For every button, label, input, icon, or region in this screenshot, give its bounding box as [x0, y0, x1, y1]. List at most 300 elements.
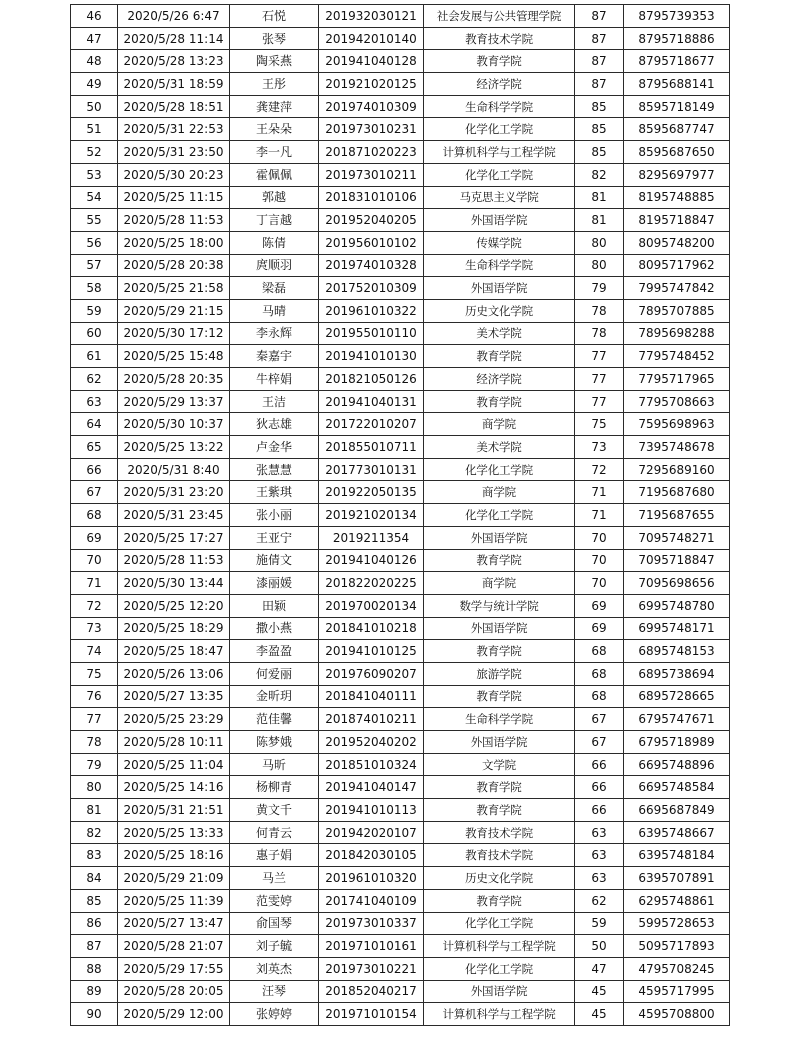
name-cell: 黄文千 [230, 799, 319, 822]
score-cell: 72 [575, 458, 624, 481]
name-cell: 刘子毓 [230, 935, 319, 958]
timestamp-cell: 2020/5/28 10:11 [118, 731, 230, 754]
timestamp-cell: 2020/5/30 20:23 [118, 163, 230, 186]
code-cell: 8795688141 [624, 73, 730, 96]
row-number-cell: 78 [71, 731, 118, 754]
table-row [71, 345, 730, 368]
code-cell: 6395748184 [624, 844, 730, 867]
table-row [71, 640, 730, 663]
department-cell: 教育学院 [424, 345, 575, 368]
name-cell: 李一凡 [230, 141, 319, 164]
student-id-cell: 201942010140 [319, 27, 424, 50]
row-number-cell: 64 [71, 413, 118, 436]
name-cell: 郭越 [230, 186, 319, 209]
department-cell: 外国语学院 [424, 277, 575, 300]
name-cell: 施倩文 [230, 549, 319, 572]
code-cell: 6395707891 [624, 867, 730, 890]
student-id-cell: 201955010110 [319, 322, 424, 345]
score-cell: 68 [575, 685, 624, 708]
score-cell: 75 [575, 413, 624, 436]
timestamp-cell: 2020/5/27 13:35 [118, 685, 230, 708]
table-row [71, 436, 730, 459]
student-id-cell: 201961010322 [319, 299, 424, 322]
score-cell: 77 [575, 345, 624, 368]
student-id-cell: 201855010711 [319, 436, 424, 459]
row-number-cell: 58 [71, 277, 118, 300]
score-cell: 71 [575, 481, 624, 504]
student-id-cell: 201952040205 [319, 209, 424, 232]
row-number-cell: 83 [71, 844, 118, 867]
table-row [71, 980, 730, 1003]
name-cell: 何爱丽 [230, 662, 319, 685]
name-cell: 陈倩 [230, 231, 319, 254]
student-id-cell: 201921020125 [319, 73, 424, 96]
table-row [71, 95, 730, 118]
student-id-cell: 201941010130 [319, 345, 424, 368]
timestamp-cell: 2020/5/25 15:48 [118, 345, 230, 368]
table-row [71, 368, 730, 391]
name-cell: 范佳馨 [230, 708, 319, 731]
code-cell: 4595717995 [624, 980, 730, 1003]
timestamp-cell: 2020/5/26 6:47 [118, 5, 230, 28]
student-id-cell: 201971010161 [319, 935, 424, 958]
table-row [71, 549, 730, 572]
code-cell: 8795718886 [624, 27, 730, 50]
student-id-cell: 201941040147 [319, 776, 424, 799]
student-id-cell: 201773010131 [319, 458, 424, 481]
student-id-cell: 201722010207 [319, 413, 424, 436]
student-id-cell: 201922050135 [319, 481, 424, 504]
table-row [71, 753, 730, 776]
name-cell: 秦嘉宇 [230, 345, 319, 368]
row-number-cell: 57 [71, 254, 118, 277]
department-cell: 教育技术学院 [424, 844, 575, 867]
timestamp-cell: 2020/5/28 18:51 [118, 95, 230, 118]
department-cell: 社会发展与公共管理学院 [424, 5, 575, 28]
timestamp-cell: 2020/5/29 17:55 [118, 957, 230, 980]
student-id-cell: 201941040128 [319, 50, 424, 73]
table-row [71, 776, 730, 799]
score-cell: 71 [575, 504, 624, 527]
score-cell: 87 [575, 5, 624, 28]
table-row [71, 572, 730, 595]
code-cell: 6895748153 [624, 640, 730, 663]
table-row [71, 504, 730, 527]
row-number-cell: 53 [71, 163, 118, 186]
department-cell: 教育学院 [424, 799, 575, 822]
code-cell: 7895698288 [624, 322, 730, 345]
score-cell: 81 [575, 186, 624, 209]
department-cell: 经济学院 [424, 368, 575, 391]
student-id-cell: 201970020134 [319, 594, 424, 617]
table-row [71, 594, 730, 617]
name-cell: 马兰 [230, 867, 319, 890]
code-cell: 7795717965 [624, 368, 730, 391]
department-cell: 历史文化学院 [424, 299, 575, 322]
student-id-cell: 201842030105 [319, 844, 424, 867]
timestamp-cell: 2020/5/28 20:38 [118, 254, 230, 277]
score-cell: 66 [575, 753, 624, 776]
department-cell: 经济学院 [424, 73, 575, 96]
table-row [71, 299, 730, 322]
row-number-cell: 68 [71, 504, 118, 527]
name-cell: 张慧慧 [230, 458, 319, 481]
timestamp-cell: 2020/5/31 18:59 [118, 73, 230, 96]
table-row [71, 526, 730, 549]
student-id-cell: 201973010231 [319, 118, 424, 141]
student-id-cell: 201831010106 [319, 186, 424, 209]
score-cell: 67 [575, 731, 624, 754]
row-number-cell: 85 [71, 889, 118, 912]
department-cell: 历史文化学院 [424, 867, 575, 890]
table-row [71, 685, 730, 708]
table-row [71, 867, 730, 890]
row-number-cell: 79 [71, 753, 118, 776]
row-number-cell: 67 [71, 481, 118, 504]
table-row [71, 118, 730, 141]
department-cell: 美术学院 [424, 322, 575, 345]
table-row [71, 481, 730, 504]
row-number-cell: 73 [71, 617, 118, 640]
row-number-cell: 56 [71, 231, 118, 254]
timestamp-cell: 2020/5/25 18:29 [118, 617, 230, 640]
row-number-cell: 61 [71, 345, 118, 368]
student-id-cell: 201941040126 [319, 549, 424, 572]
table-row [71, 935, 730, 958]
code-cell: 4595708800 [624, 1003, 730, 1026]
name-cell: 马昕 [230, 753, 319, 776]
code-cell: 7395748678 [624, 436, 730, 459]
name-cell: 惠子娟 [230, 844, 319, 867]
row-number-cell: 80 [71, 776, 118, 799]
code-cell: 7295689160 [624, 458, 730, 481]
row-number-cell: 74 [71, 640, 118, 663]
department-cell: 商学院 [424, 572, 575, 595]
table-row [71, 799, 730, 822]
table-row [71, 27, 730, 50]
row-number-cell: 71 [71, 572, 118, 595]
code-cell: 7995747842 [624, 277, 730, 300]
row-number-cell: 81 [71, 799, 118, 822]
table-row [71, 141, 730, 164]
score-cell: 59 [575, 912, 624, 935]
row-number-cell: 66 [71, 458, 118, 481]
timestamp-cell: 2020/5/25 11:15 [118, 186, 230, 209]
department-cell: 教育学院 [424, 889, 575, 912]
name-cell: 李盈盈 [230, 640, 319, 663]
code-cell: 7795708663 [624, 390, 730, 413]
code-cell: 6995748780 [624, 594, 730, 617]
code-cell: 7795748452 [624, 345, 730, 368]
department-cell: 化学化工学院 [424, 504, 575, 527]
score-table [70, 4, 730, 1026]
timestamp-cell: 2020/5/25 23:29 [118, 708, 230, 731]
student-id-cell: 201941040131 [319, 390, 424, 413]
timestamp-cell: 2020/5/27 13:47 [118, 912, 230, 935]
timestamp-cell: 2020/5/30 10:37 [118, 413, 230, 436]
name-cell: 漆丽媛 [230, 572, 319, 595]
row-number-cell: 46 [71, 5, 118, 28]
code-cell: 7195687655 [624, 504, 730, 527]
student-id-cell: 201874010211 [319, 708, 424, 731]
department-cell: 商学院 [424, 413, 575, 436]
student-id-cell: 201841040111 [319, 685, 424, 708]
name-cell: 刘英杰 [230, 957, 319, 980]
name-cell: 撒小燕 [230, 617, 319, 640]
department-cell: 文学院 [424, 753, 575, 776]
score-cell: 79 [575, 277, 624, 300]
code-cell: 5095717893 [624, 935, 730, 958]
department-cell: 化学化工学院 [424, 118, 575, 141]
name-cell: 王彤 [230, 73, 319, 96]
name-cell: 俞国琴 [230, 912, 319, 935]
code-cell: 8795739353 [624, 5, 730, 28]
code-cell: 7595698963 [624, 413, 730, 436]
student-id-cell: 201752010309 [319, 277, 424, 300]
department-cell: 化学化工学院 [424, 458, 575, 481]
name-cell: 张琴 [230, 27, 319, 50]
student-id-cell: 201942020107 [319, 821, 424, 844]
timestamp-cell: 2020/5/25 13:33 [118, 821, 230, 844]
timestamp-cell: 2020/5/25 21:58 [118, 277, 230, 300]
score-cell: 69 [575, 617, 624, 640]
row-number-cell: 69 [71, 526, 118, 549]
row-number-cell: 55 [71, 209, 118, 232]
department-cell: 计算机科学与工程学院 [424, 1003, 575, 1026]
student-id-cell: 201821050126 [319, 368, 424, 391]
student-id-cell: 201932030121 [319, 5, 424, 28]
timestamp-cell: 2020/5/31 22:53 [118, 118, 230, 141]
timestamp-cell: 2020/5/25 18:47 [118, 640, 230, 663]
code-cell: 6895738694 [624, 662, 730, 685]
student-id-cell: 201961010320 [319, 867, 424, 890]
department-cell: 化学化工学院 [424, 957, 575, 980]
table-row [71, 209, 730, 232]
score-cell: 87 [575, 50, 624, 73]
code-cell: 6395748667 [624, 821, 730, 844]
department-cell: 马克思主义学院 [424, 186, 575, 209]
row-number-cell: 86 [71, 912, 118, 935]
department-cell: 外国语学院 [424, 980, 575, 1003]
score-cell: 70 [575, 526, 624, 549]
code-cell: 7895707885 [624, 299, 730, 322]
score-cell: 47 [575, 957, 624, 980]
score-cell: 77 [575, 390, 624, 413]
timestamp-cell: 2020/5/28 21:07 [118, 935, 230, 958]
score-cell: 85 [575, 141, 624, 164]
score-cell: 70 [575, 549, 624, 572]
timestamp-cell: 2020/5/29 21:15 [118, 299, 230, 322]
department-cell: 生命科学学院 [424, 708, 575, 731]
timestamp-cell: 2020/5/28 11:53 [118, 549, 230, 572]
name-cell: 汪琴 [230, 980, 319, 1003]
student-id-cell: 201974010328 [319, 254, 424, 277]
department-cell: 商学院 [424, 481, 575, 504]
student-id-cell: 201952040202 [319, 731, 424, 754]
table-row [71, 957, 730, 980]
name-cell: 丁言越 [230, 209, 319, 232]
department-cell: 生命科学学院 [424, 254, 575, 277]
table-row [71, 277, 730, 300]
department-cell: 教育学院 [424, 549, 575, 572]
row-number-cell: 47 [71, 27, 118, 50]
score-cell: 63 [575, 844, 624, 867]
department-cell: 教育技术学院 [424, 821, 575, 844]
row-number-cell: 51 [71, 118, 118, 141]
row-number-cell: 52 [71, 141, 118, 164]
department-cell: 外国语学院 [424, 526, 575, 549]
code-cell: 8595687747 [624, 118, 730, 141]
department-cell: 外国语学院 [424, 731, 575, 754]
table-row [71, 322, 730, 345]
department-cell: 生命科学学院 [424, 95, 575, 118]
score-cell: 63 [575, 867, 624, 890]
code-cell: 7095748271 [624, 526, 730, 549]
score-cell: 80 [575, 231, 624, 254]
table-row [71, 912, 730, 935]
row-number-cell: 77 [71, 708, 118, 731]
row-number-cell: 75 [71, 662, 118, 685]
timestamp-cell: 2020/5/25 11:39 [118, 889, 230, 912]
table-row [71, 413, 730, 436]
score-cell: 62 [575, 889, 624, 912]
student-id-cell: 201974010309 [319, 95, 424, 118]
name-cell: 李永辉 [230, 322, 319, 345]
name-cell: 王洁 [230, 390, 319, 413]
student-id-cell: 201841010218 [319, 617, 424, 640]
table-row [71, 50, 730, 73]
timestamp-cell: 2020/5/30 13:44 [118, 572, 230, 595]
name-cell: 龚建萍 [230, 95, 319, 118]
row-number-cell: 82 [71, 821, 118, 844]
name-cell: 金昕玥 [230, 685, 319, 708]
row-number-cell: 65 [71, 436, 118, 459]
table-row [71, 458, 730, 481]
score-cell: 87 [575, 27, 624, 50]
code-cell: 8595687650 [624, 141, 730, 164]
score-cell: 78 [575, 299, 624, 322]
score-cell: 67 [575, 708, 624, 731]
score-cell: 45 [575, 980, 624, 1003]
student-id-cell: 201852040217 [319, 980, 424, 1003]
table-row [71, 1003, 730, 1026]
table-row [71, 231, 730, 254]
score-cell: 85 [575, 118, 624, 141]
row-number-cell: 49 [71, 73, 118, 96]
name-cell: 张婷婷 [230, 1003, 319, 1026]
department-cell: 计算机科学与工程学院 [424, 141, 575, 164]
student-id-cell: 201871020223 [319, 141, 424, 164]
row-number-cell: 59 [71, 299, 118, 322]
student-id-cell: 201851010324 [319, 753, 424, 776]
score-cell: 78 [575, 322, 624, 345]
department-cell: 传媒学院 [424, 231, 575, 254]
student-id-cell: 201921020134 [319, 504, 424, 527]
row-number-cell: 63 [71, 390, 118, 413]
department-cell: 教育技术学院 [424, 27, 575, 50]
department-cell: 计算机科学与工程学院 [424, 935, 575, 958]
student-id-cell: 201941010125 [319, 640, 424, 663]
name-cell: 狄志雄 [230, 413, 319, 436]
timestamp-cell: 2020/5/25 14:16 [118, 776, 230, 799]
table-row [71, 186, 730, 209]
code-cell: 6795747671 [624, 708, 730, 731]
code-cell: 8095748200 [624, 231, 730, 254]
code-cell: 7095718847 [624, 549, 730, 572]
code-cell: 5995728653 [624, 912, 730, 935]
timestamp-cell: 2020/5/25 12:20 [118, 594, 230, 617]
timestamp-cell: 2020/5/28 13:23 [118, 50, 230, 73]
name-cell: 王朵朵 [230, 118, 319, 141]
timestamp-cell: 2020/5/29 21:09 [118, 867, 230, 890]
department-cell: 外国语学院 [424, 617, 575, 640]
table-row [71, 889, 730, 912]
table-row [71, 821, 730, 844]
table-row [71, 662, 730, 685]
department-cell: 外国语学院 [424, 209, 575, 232]
student-id-cell: 201956010102 [319, 231, 424, 254]
name-cell: 陶采燕 [230, 50, 319, 73]
code-cell: 6695687849 [624, 799, 730, 822]
score-cell: 45 [575, 1003, 624, 1026]
table-row [71, 708, 730, 731]
name-cell: 田颖 [230, 594, 319, 617]
timestamp-cell: 2020/5/31 21:51 [118, 799, 230, 822]
timestamp-cell: 2020/5/28 11:14 [118, 27, 230, 50]
timestamp-cell: 2020/5/25 17:27 [118, 526, 230, 549]
name-cell: 牛梓娟 [230, 368, 319, 391]
table-body [71, 5, 730, 1026]
row-number-cell: 48 [71, 50, 118, 73]
name-cell: 王亚宁 [230, 526, 319, 549]
name-cell: 杨柳青 [230, 776, 319, 799]
department-cell: 教育学院 [424, 640, 575, 663]
department-cell: 数学与统计学院 [424, 594, 575, 617]
timestamp-cell: 2020/5/25 13:22 [118, 436, 230, 459]
name-cell: 陈梦娥 [230, 731, 319, 754]
row-number-cell: 90 [71, 1003, 118, 1026]
department-cell: 化学化工学院 [424, 912, 575, 935]
score-cell: 68 [575, 640, 624, 663]
score-cell: 82 [575, 163, 624, 186]
student-id-cell: 201822020225 [319, 572, 424, 595]
score-cell: 63 [575, 821, 624, 844]
student-id-cell: 201741040109 [319, 889, 424, 912]
name-cell: 马晴 [230, 299, 319, 322]
department-cell: 教育学院 [424, 50, 575, 73]
score-cell: 87 [575, 73, 624, 96]
student-id-cell: 201973010337 [319, 912, 424, 935]
table-row [71, 617, 730, 640]
student-id-cell: 201976090207 [319, 662, 424, 685]
table-row [71, 73, 730, 96]
timestamp-cell: 2020/5/28 20:35 [118, 368, 230, 391]
timestamp-cell: 2020/5/28 20:05 [118, 980, 230, 1003]
timestamp-cell: 2020/5/31 23:20 [118, 481, 230, 504]
timestamp-cell: 2020/5/25 18:00 [118, 231, 230, 254]
department-cell: 旅游学院 [424, 662, 575, 685]
student-id-cell: 201971010154 [319, 1003, 424, 1026]
score-cell: 68 [575, 662, 624, 685]
score-cell: 73 [575, 436, 624, 459]
name-cell: 卢金华 [230, 436, 319, 459]
department-cell: 美术学院 [424, 436, 575, 459]
row-number-cell: 70 [71, 549, 118, 572]
name-cell: 张小丽 [230, 504, 319, 527]
table-row [71, 254, 730, 277]
timestamp-cell: 2020/5/29 13:37 [118, 390, 230, 413]
row-number-cell: 88 [71, 957, 118, 980]
